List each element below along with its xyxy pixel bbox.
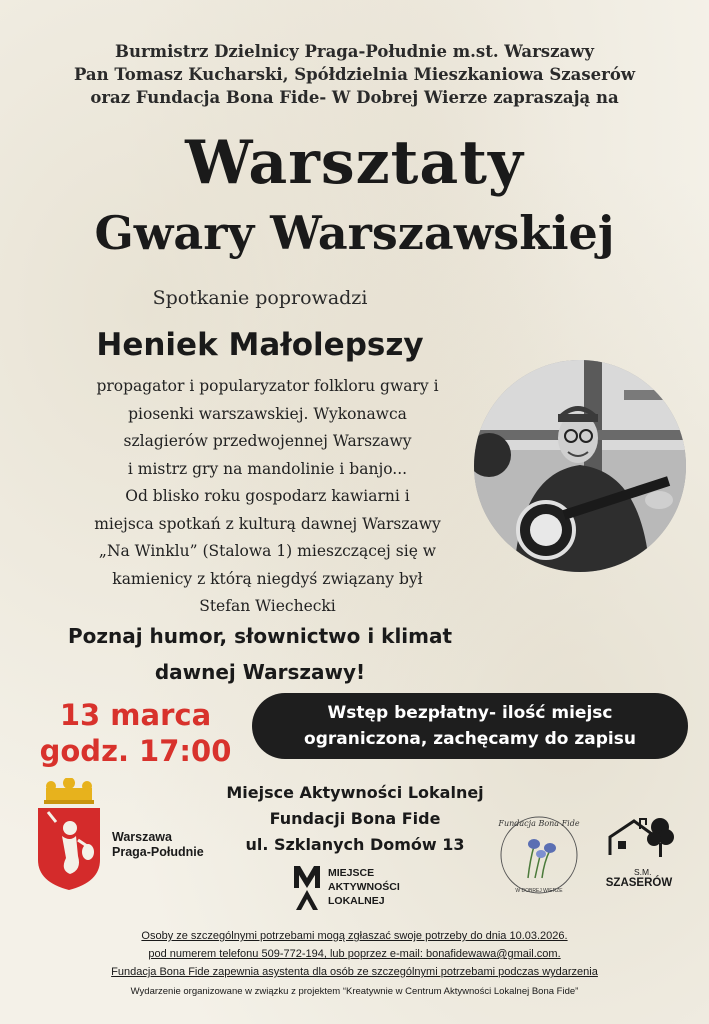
bona-fide-script: Fundacja Bona Fide (498, 819, 580, 828)
tagline-line: Poznaj humor, słownictwo i klimat (67, 624, 453, 648)
warsaw-crest-logo (34, 778, 104, 893)
szaserow-logo (596, 815, 682, 875)
intro-line: Pan Tomasz Kucharski, Spółdzielnia Mieszkaniowa Szaserów (73, 65, 636, 84)
tagline-line: dawnej Warszawy! (154, 660, 366, 684)
project-footnote: Wydarzenie organizowane w związku z projektem “Kreatywnie w Centrum Aktywności Lokalnej Bona Fide” (130, 986, 579, 997)
title-line-2: Gwary Warszawskiej (94, 206, 615, 260)
bona-fide-ring-text: W DOBREJ WIERZE (515, 888, 563, 894)
szaserow-sm-text: S.M. (634, 867, 652, 877)
venue-address (190, 780, 520, 858)
host-photo (474, 360, 686, 572)
event-time: godz. 17:00 (39, 734, 232, 768)
mal-logo-line-2: AKTYWNOŚCI (328, 881, 400, 893)
free-entry-line-2: ograniczona, zachęcamy do zapisu (304, 729, 636, 749)
footer-line: Osoby ze szczególnymi potrzebami mogą zgłaszać swoje potrzeby do dnia 10.03.2026. (141, 930, 568, 942)
warsaw-logo-line-1: Warszawa (112, 830, 172, 844)
title-line-1: Warsztaty (185, 128, 524, 198)
free-entry-line-1: Wstęp bezpłatny- ilość miejsc (327, 703, 613, 723)
mal-logo-line-3: LOKALNEJ (328, 895, 385, 907)
bio-line: „Na Winklu” (Stalowa 1) mieszczącej się w (98, 542, 437, 560)
host-photo-illustration (474, 360, 686, 572)
intro-text (30, 40, 679, 109)
bio-line: szlagierów przedwojennej Warszawy (123, 432, 412, 450)
venue-line: Fundacji Bona Fide (269, 809, 441, 828)
mal-logo-line-1: MIEJSCE (328, 867, 375, 879)
bio-line: miejsca spotkań z kulturą dawnej Warszawy (94, 514, 441, 533)
warsaw-logo-text (112, 830, 232, 860)
event-day: 13 marca (59, 698, 212, 732)
bio-line: i mistrz gry na mandolinie i banjo... (127, 459, 408, 478)
free-entry-banner (252, 693, 688, 759)
footer-line: Fundacja Bona Fide zapewnia asystenta dla osób ze szczególnymi potrzebami podczas wydarzenia (111, 966, 598, 978)
intro-line: Burmistrz Dzielnicy Praga-Południe m.st. Warszawy (115, 42, 594, 61)
bio-line: piosenki warszawskiej. Wykonawca (128, 404, 407, 423)
bio-line: propagator i popularyzator folkloru gwary i (96, 377, 439, 395)
host-name: Heniek Małolepszy (96, 327, 424, 363)
event-date (28, 697, 243, 769)
accessibility-info (20, 927, 689, 981)
bio-line: kamienicy z którą niegdyś związany był (112, 569, 423, 588)
venue-line: ul. Szklanych Domów 13 (245, 835, 465, 854)
szaserow-name-text: SZASERÓW (605, 877, 673, 889)
bona-fide-logo (494, 808, 584, 898)
lead-text: Spotkanie poprowadzi (152, 287, 368, 309)
venue-line: Miejsce Aktywności Lokalnej (226, 783, 484, 802)
tagline (0, 618, 520, 690)
mal-logo-text (328, 866, 400, 908)
mal-logo-mark (292, 862, 322, 912)
bio-line: Od blisko roku gospodarz kawiarni i (125, 487, 410, 505)
intro-line: oraz Fundacja Bona Fide- W Dobrej Wierze zapraszają na (90, 88, 619, 107)
warsaw-logo-line-2: Praga-Południe (112, 845, 204, 859)
footer-line: pod numerem telefonu 509-772-194, lub poprzez e-mail: bonafidewawa@gmail.com. (148, 948, 561, 960)
bio-line: Stefan Wiechecki (199, 597, 336, 615)
host-bio (35, 373, 500, 621)
